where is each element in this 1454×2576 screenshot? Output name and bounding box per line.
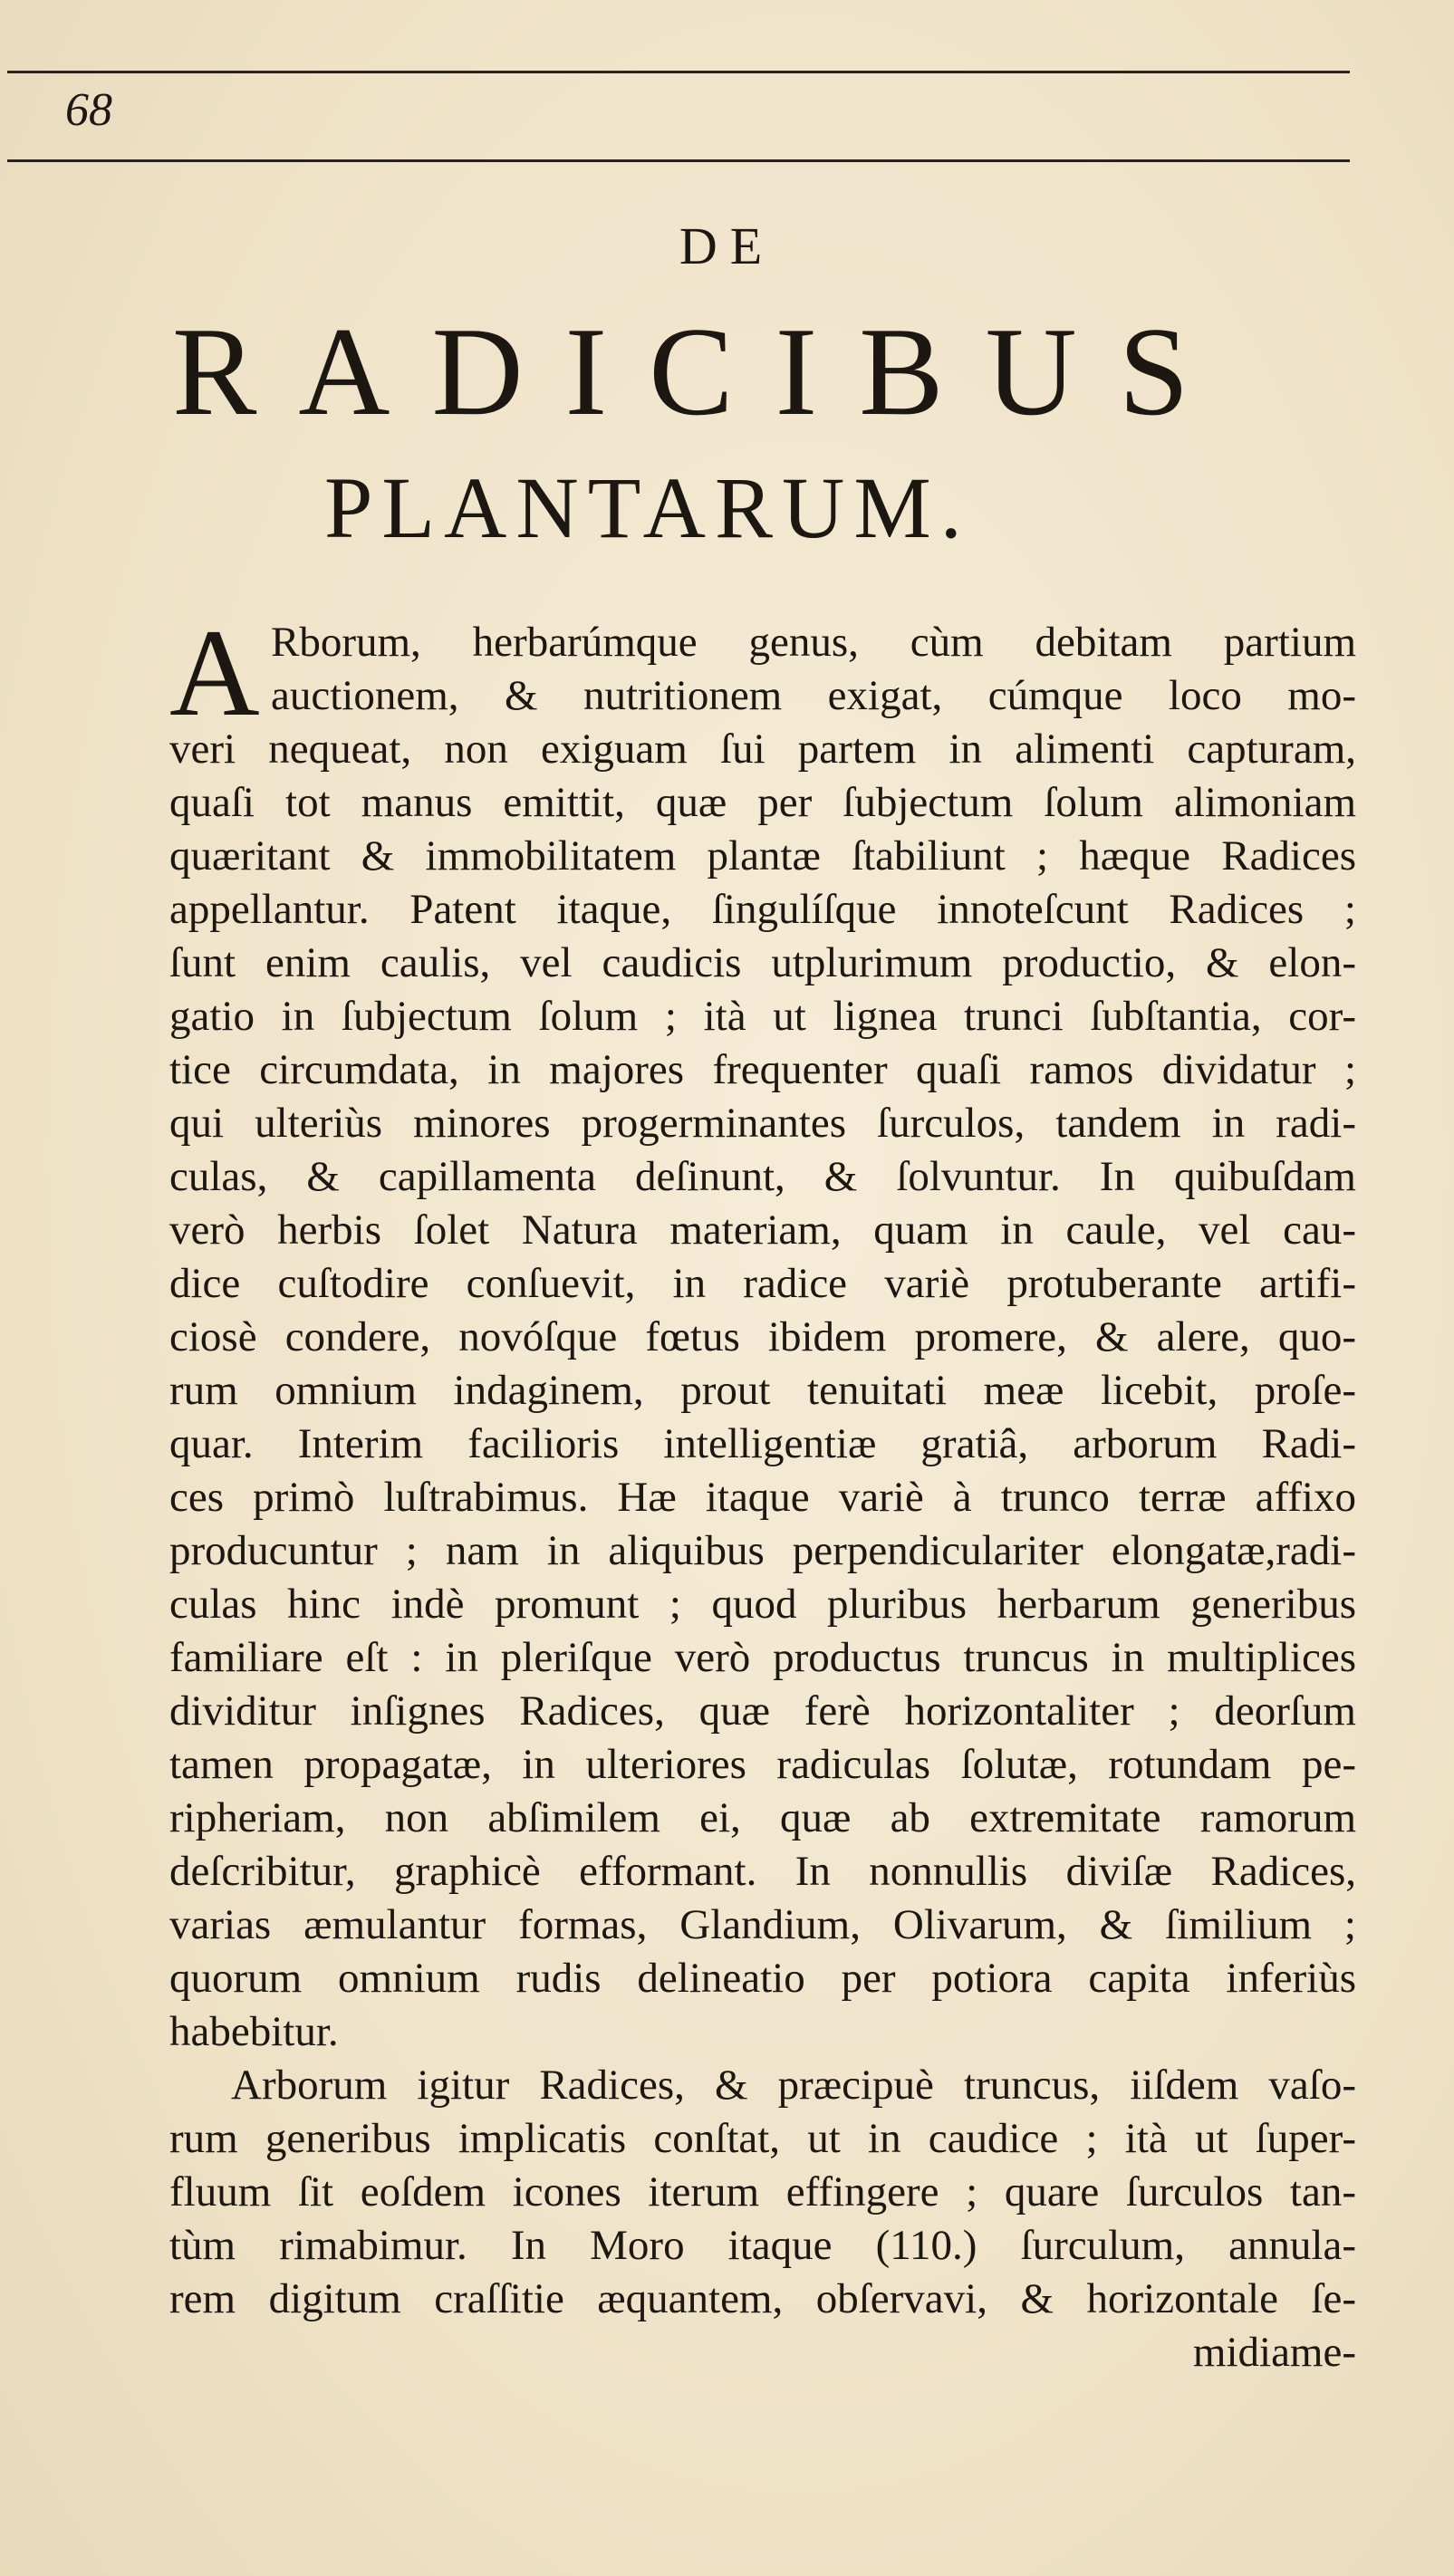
text-line: quæritant & immobilitatem plantæ ſtabiliunt ; hæque Radices (169, 832, 1356, 879)
text-line: appellantur. Patent itaque, ſingulíſque innoteſcunt Radices ; (169, 886, 1356, 933)
text-line: dividitur inſignes Radices, quæ ferè horizontaliter ; deorſum (169, 1687, 1356, 1735)
body-text (169, 603, 1356, 2379)
drop-cap: A (169, 603, 260, 742)
catchword: midiame- (1192, 2329, 1356, 2376)
text-line: rem digitum craſſitie æquantem, obſervavi, & horizontale ſe- (169, 2275, 1356, 2322)
text-line: rum omnium indaginem, prout tenuitati meæ licebit, proſe- (169, 1367, 1356, 1414)
text-line: habebitur. (169, 2008, 339, 2055)
text-line: deſcribitur, graphicè efformant. In nonnullis diviſæ Radices, (169, 1848, 1356, 1895)
heading-de: DE (679, 216, 775, 275)
page-number: 68 (65, 84, 112, 136)
text-line: fluum ſit eoſdem icones iterum effingere ; quare ſurculos tan- (169, 2168, 1356, 2216)
text-line: quorum omnium rudis delineatio per potiora capita inferiùs (169, 1955, 1356, 2002)
text-line: tice circumdata, in majores frequenter quaſi ramos dividatur ; (169, 1046, 1356, 1093)
text-line: producuntur ; nam in aliquibus perpendiculariter elongatæ,radi- (169, 1527, 1356, 1574)
text-line: culas, & capillamenta deſinunt, & ſolvuntur. In quibuſdam (169, 1153, 1356, 1200)
text-line: tùm rimabimur. In Moro itaque (110.) ſurculum, annula- (169, 2222, 1356, 2269)
text-line: culas hinc indè promunt ; quod pluribus herbarum generibus (169, 1581, 1356, 1628)
text-line: auctionem, & nutritionem exigat, cúmque loco mo- (271, 672, 1356, 719)
text-line: rum generibus implicatis conſtat, ut in caudice ; ità ut ſuper- (169, 2115, 1356, 2162)
text-line: ces primò luſtrabimus. Hæ itaque variè à trunco terræ affixo (169, 1474, 1356, 1521)
text-line: qui ulteriùs minores progerminantes ſurculos, tandem in radi- (169, 1100, 1356, 1147)
text-line: familiare eſt : in pleriſque verò productus truncus in multiplices (169, 1634, 1356, 1681)
text-line: ciosè condere, novóſque fœtus ibidem promere, & alere, quo- (169, 1313, 1356, 1360)
text-line: ſunt enim caulis, vel caudicis utplurimum productio, & elon- (169, 939, 1356, 986)
header-rule-bottom (7, 159, 1350, 162)
text-line: quar. Interim facilioris intelligentiæ gratiâ, arborum Radi- (169, 1420, 1356, 1467)
text-line: Rborum, herbarúmque genus, cùm debitam partium (271, 619, 1356, 666)
text-line: verò herbis ſolet Natura materiam, quam in caule, vel cau- (169, 1206, 1356, 1254)
text-line: veri nequeat, non exiguam ſui partem in alimenti capturam, (169, 726, 1356, 773)
text-line: ripheriam, non abſimilem ei, quæ ab extremitate ramorum (169, 1794, 1356, 1841)
header-rule-top (7, 71, 1350, 73)
text-line: quaſi tot manus emittit, quæ per ſubjectum ſolum alimoniam (169, 779, 1356, 826)
text-line: gatio in ſubjectum ſolum ; ità ut lignea trunci ſubſtantia, cor- (169, 993, 1356, 1040)
text-line: tamen propagatæ, in ulteriores radiculas ſolutæ, rotundam pe- (169, 1741, 1356, 1788)
text-line: Arborum igitur Radices, & præcipuè truncus, iiſdem vaſo- (231, 2062, 1356, 2109)
text-line: varias æmulantur formas, Glandium, Olivarum, & ſimilium ; (169, 1901, 1356, 1948)
heading-sub: PLANTARUM. (324, 459, 971, 556)
text-line: dice cuſtodire conſuevit, in radice variè protuberante artifi- (169, 1260, 1356, 1307)
heading-main: RADICIBUS (172, 302, 1231, 442)
